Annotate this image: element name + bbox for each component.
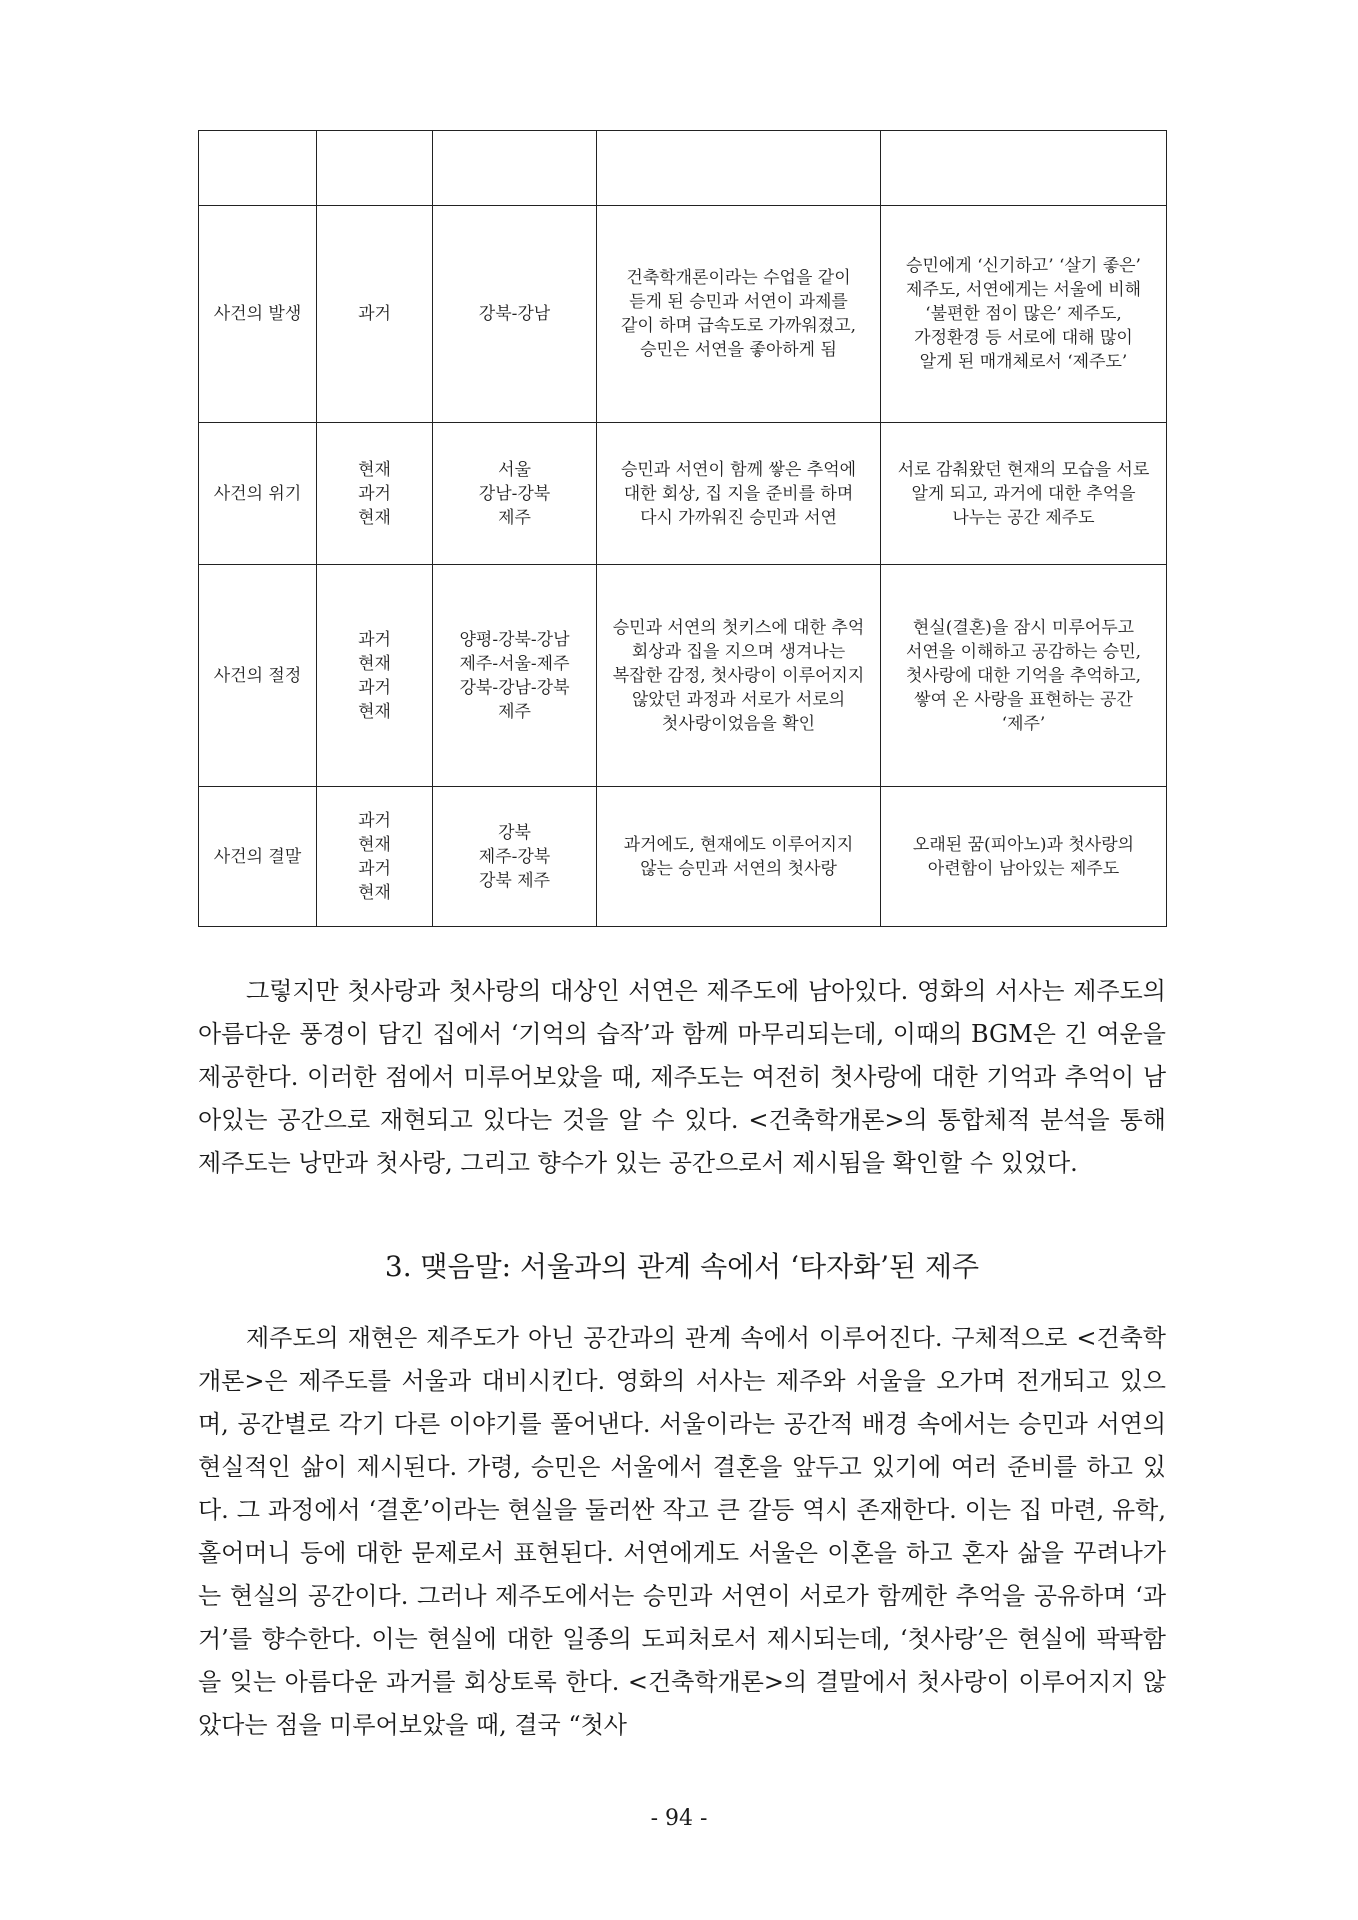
cell-line: 강북 제주	[478, 870, 551, 891]
cell-line: 강남-강북	[478, 483, 551, 504]
cell-line: 다시 가까워진 승민과 서연	[640, 507, 837, 528]
cell-line: 서연을 이해하고 공감하는 승민,	[905, 641, 1142, 662]
table-row	[199, 787, 1167, 927]
table-cell-event	[597, 787, 881, 927]
cell-line: 현실(결혼)을 잠시 미루어두고	[912, 617, 1135, 638]
table-row	[199, 565, 1167, 787]
table-cell-place	[433, 206, 597, 423]
table-cell-place	[433, 565, 597, 787]
table-row	[199, 206, 1167, 423]
narrative-analysis-table	[198, 130, 1167, 927]
table-cell-stage: 사건의 절정	[199, 565, 317, 787]
table-cell-time	[317, 787, 433, 927]
table-cell-stage: 사건의 결말	[199, 787, 317, 927]
cell-line: 제주-서울-제주	[459, 653, 570, 674]
cell-line: 강북-강남	[478, 304, 551, 324]
cell-line: 알게 되고, 과거에 대한 추억을	[911, 483, 1136, 504]
cell-line: 복잡한 감정, 첫사랑이 이루어지지	[612, 665, 865, 686]
cell-line: 강북-강남-강북	[459, 677, 570, 698]
table-cell-place	[433, 787, 597, 927]
table-cell-meaning	[881, 787, 1167, 927]
cell-line: 승민과 서연의 첫키스에 대한 추억	[612, 617, 865, 638]
body-paragraph-2: 제주도의 재현은 제주도가 아닌 공간과의 관계 속에서 이루어진다. 구체적으로 <건축학개론>은 제주도를 서울과 대비시킨다. 영화의 서사는 제주와 서울을 오가며 전개되고 있으며, 공간별로 각기 다른 이야기를 풀어낸다. 서울이라는 공간적 배경 속에서는 승민과 서연의 현실적인 삶이 제시된다. 가령, 승민은 서울에서 결혼을 앞두고 있기에 여러 준비를 하고 있다. 그 과정에서 ‘결혼’이라는 현실을 둘러싼 작고 큰 갈등 역시 존재한다. 이는 집 마련, 유학, 홀어머니 등에 대한 문제로서 표현된다. 서연에게도 서울은 이혼을 하고 혼자 삶을 꾸려나가는 현실의 공간이다. 그러나 제주도에서는 승민과 서연이 서로가 함께한 추억을 공유하며 ‘과거’를 향수한다. 이는 현실에 대한 일종의 도피처로서 제시되는데, ‘첫사랑’은 현실에 팍팍함을 잊는 아름다운 과거를 회상토록 한다. <건축학개론>의 결말에서 첫사랑이 이루어지지 않았다는 점을 미루어보았을 때, 결국 “첫사	[198, 1324, 1167, 1739]
cell-line: 과거	[358, 810, 391, 831]
cell-line: 과거	[358, 304, 391, 324]
cell-line: 아련함이 남아있는 제주도	[927, 858, 1120, 879]
cell-line: 승민에게 ‘신기하고’ ‘살기 좋은’	[906, 256, 1141, 276]
table-cell-place	[433, 423, 597, 565]
page-number: - 94 -	[650, 1806, 708, 1831]
cell-line: 첫사랑에 대한 기억을 추억하고,	[905, 665, 1142, 686]
cell-line: 제주	[498, 507, 531, 528]
table-cell-time	[317, 131, 433, 206]
table-row	[199, 131, 1167, 206]
cell-line: 제주-강북	[478, 846, 551, 867]
table-cell-time	[317, 565, 433, 787]
cell-line: 않았던 과정과 서로가 서로의	[631, 689, 846, 710]
cell-line: 대한 회상, 집 지을 준비를 하며	[623, 483, 854, 504]
table-row	[199, 423, 1167, 565]
cell-line: 현재	[358, 653, 391, 674]
cell-line: 현재	[358, 834, 391, 855]
cell-line: 현재	[358, 459, 391, 480]
section-heading: 3. 맺음말: 서울과의 관계 속에서 ‘타자화’된 제주	[384, 1250, 980, 1283]
cell-line: 과거	[358, 677, 391, 698]
cell-line: 않는 승민과 서연의 첫사랑	[640, 858, 837, 879]
table-cell-event	[597, 206, 881, 423]
table-cell-meaning	[881, 423, 1167, 565]
cell-line: 서로 감춰왔던 현재의 모습을 서로	[897, 459, 1150, 480]
cell-line: ‘불편한 점이 많은’ 제주도,	[925, 304, 1122, 324]
cell-line: 과거	[358, 629, 391, 650]
body-paragraph-1: 그렇지만 첫사랑과 첫사랑의 대상인 서연은 제주도에 남아있다. 영화의 서사는 제주도의 아름다운 풍경이 담긴 집에서 ‘기억의 습작’과 함께 마무리되는데, 이때의 BGM은 긴 여운을 제공한다. 이러한 점에서 미루어보았을 때, 제주도는 여전히 첫사랑에 대한 기억과 추억이 남아있는 공간으로 재현되고 있다는 것을 알 수 있다. <건축학개론>의 통합체적 분석을 통해 제주도는 낭만과 첫사랑, 그리고 향수가 있는 공간으로서 제시됨을 확인할 수 있었다.	[198, 977, 1166, 1177]
table-cell-meaning	[881, 206, 1167, 423]
table-cell-event	[597, 423, 881, 565]
table-cell-stage: 사건의 발생	[199, 206, 317, 423]
cell-line: 가정환경 등 서로에 대해 많이	[914, 328, 1133, 348]
cell-line: 강북	[498, 822, 531, 843]
table-cell-meaning	[881, 565, 1167, 787]
cell-line: 서울	[498, 459, 531, 480]
cell-line: 현재	[358, 701, 391, 722]
table-cell-event	[597, 565, 881, 787]
cell-line: 과거	[358, 483, 391, 504]
cell-line: 첫사랑이었음을 확인	[661, 713, 816, 734]
cell-line: 승민은 서연을 좋아하게 됨	[640, 340, 837, 360]
table-cell-time	[317, 423, 433, 565]
table-cell-stage: 사건의 위기	[199, 423, 317, 565]
cell-line: 쌓여 온 사랑을 표현하는 공간	[914, 689, 1133, 710]
cell-line: 승민과 서연이 함께 쌓은 추억에	[620, 459, 857, 480]
cell-line: 제주	[498, 701, 531, 722]
cell-line: 오래된 꿈(피아노)과 첫사랑의	[912, 834, 1135, 855]
cell-line: 현재	[358, 507, 391, 528]
table-cell-stage	[199, 131, 317, 206]
cell-line: 회상과 집을 지으며 생겨나는	[631, 641, 846, 662]
cell-line: 과거에도, 현재에도 이루어지지	[623, 834, 854, 855]
table-cell-time	[317, 206, 433, 423]
cell-line: 현재	[358, 882, 391, 903]
cell-line: ‘제주’	[1001, 713, 1046, 734]
cell-line: 듣게 된 승민과 서연이 과제를	[629, 292, 848, 312]
table-cell-meaning	[881, 131, 1167, 206]
cell-line: 알게 된 매개체로서 ‘제주도’	[919, 352, 1128, 372]
cell-line: 제주도, 서연에게는 서울에 비해	[905, 280, 1142, 300]
cell-line: 과거	[358, 858, 391, 879]
table-cell-place	[433, 131, 597, 206]
cell-line: 건축학개론이라는 수업을 같이	[626, 268, 851, 288]
cell-line: 양평-강북-강남	[459, 629, 570, 650]
table-cell-event	[597, 131, 881, 206]
cell-line: 나누는 공간 제주도	[952, 507, 1095, 528]
cell-line: 같이 하며 급속도로 가까워졌고,	[620, 316, 857, 336]
